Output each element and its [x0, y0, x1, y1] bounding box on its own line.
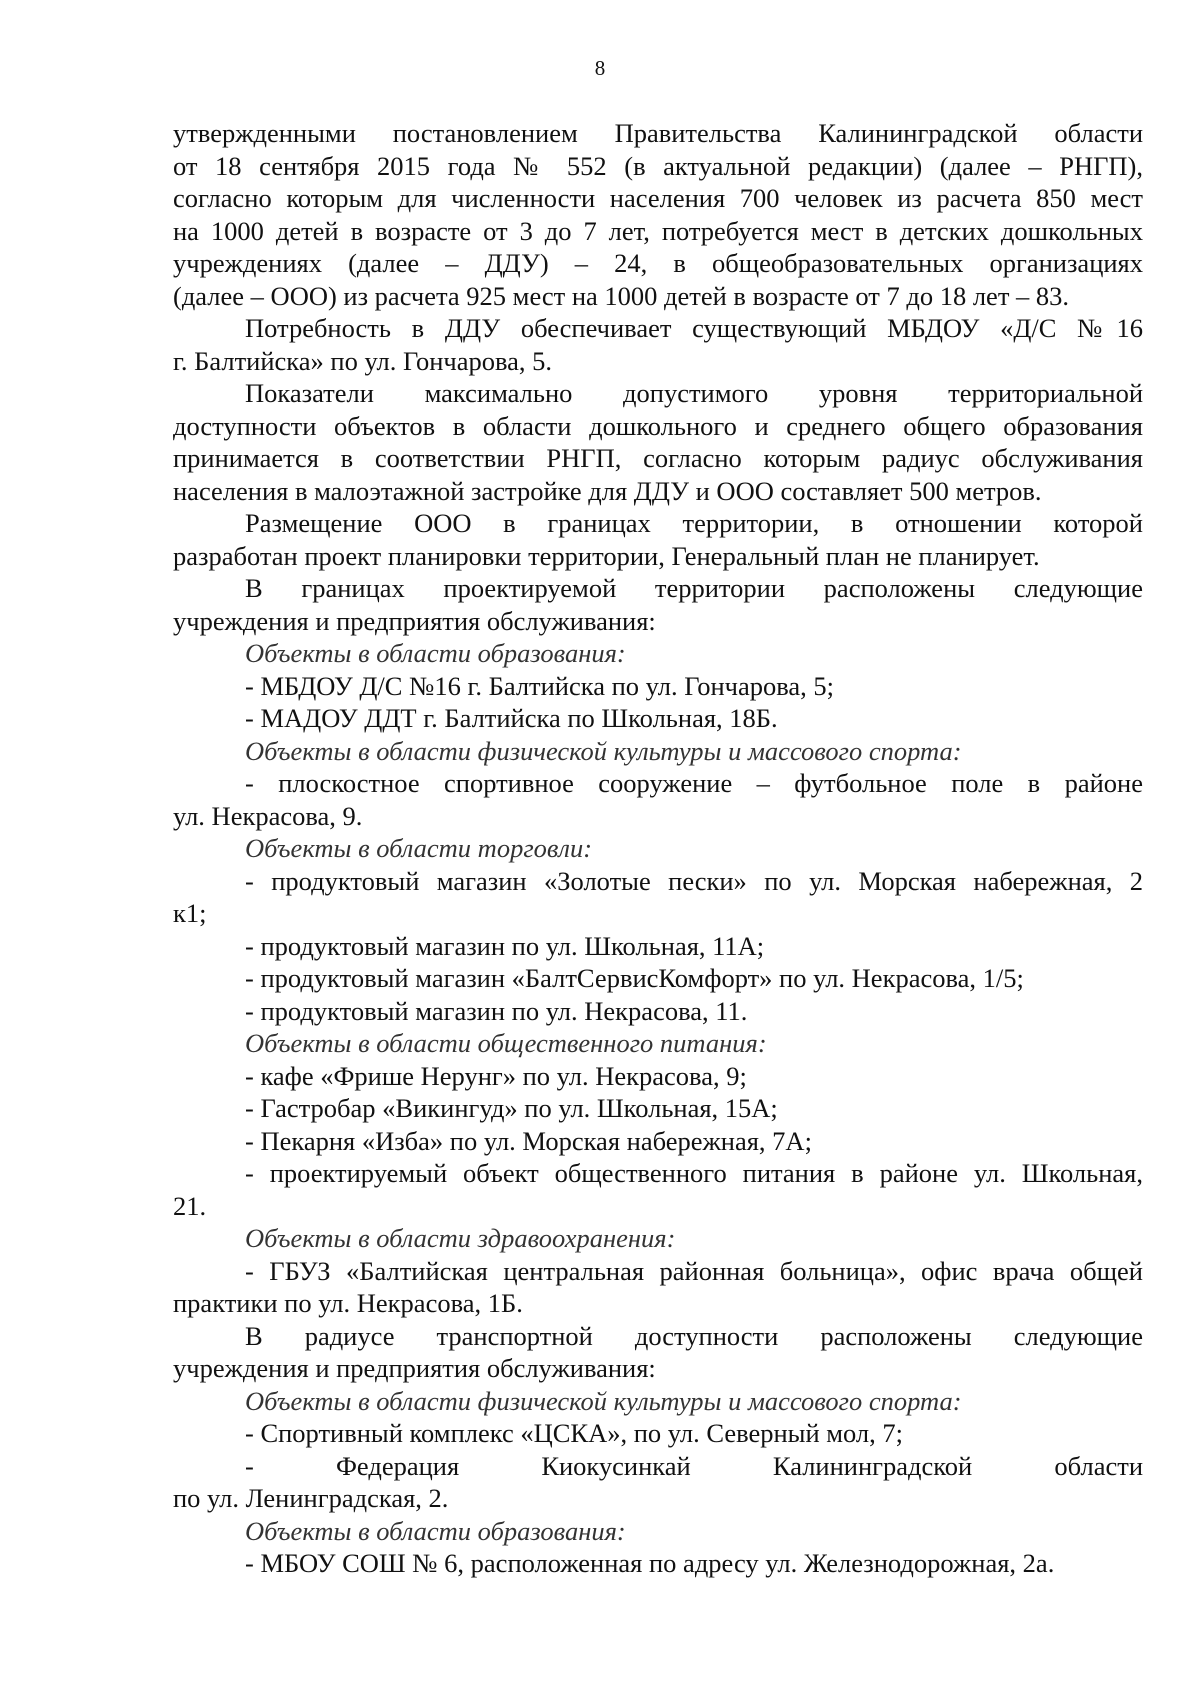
- paragraph-line: разработан проект планировки территории, Генеральный план не планирует.: [173, 540, 1040, 571]
- list-item-line: практики по ул. Некрасова, 1Б.: [173, 1288, 523, 1318]
- paragraph-line: учреждения и предприятия обслуживания:: [173, 1353, 656, 1383]
- paragraph-line: принимается в соответствии РНГП, согласно которым радиус обслуживания: [173, 443, 1143, 473]
- list-item-line: - кафе «Фрише Нерунг» по ул. Некрасова, 9;: [245, 1060, 747, 1091]
- paragraph-line: (далее – ООО) из расчета 925 мест на 1000 детей в возрасте от 7 до 18 лет – 83.: [173, 280, 1070, 311]
- paragraph-line: В радиусе транспортной доступности расположены следующие: [245, 1320, 1143, 1351]
- list-item-line: - МБОУ СОШ № 6, расположенная по адресу ул. Железнодорожная, 2а.: [245, 1548, 1055, 1578]
- paragraph-line: доступности объектов в области дошкольного и среднего общего образования: [173, 410, 1143, 441]
- list-item-line: - плоскостное спортивное сооружение – футбольное поле в районе: [245, 768, 1143, 798]
- section-heading: Объекты в области образования:: [245, 1515, 626, 1546]
- paragraph-line: Показатели максимально допустимого уровня территориальной: [245, 378, 1143, 408]
- section-heading: Объекты в области образования:: [245, 638, 626, 668]
- document-body: [173, 117, 1143, 1580]
- list-item-line: - Гастробар «Викингуд» по ул. Школьная, 15А;: [245, 1093, 778, 1123]
- list-item-line: - Федерация Киокусинкай Калининградской области: [245, 1450, 1143, 1481]
- paragraph-line: утвержденными постановлением Правительства Калининградской области: [173, 118, 1143, 148]
- paragraph-line: согласно которым для численности населения 700 человек из расчета 850 мест: [173, 183, 1143, 213]
- list-item-line: - МБДОУ Д/С №16 г. Балтийска по ул. Гончарова, 5;: [245, 670, 835, 701]
- list-item-line: - ГБУЗ «Балтийская центральная районная больница», офис врача общей: [245, 1255, 1143, 1286]
- list-item-line: - Пекарня «Изба» по ул. Морская набережная, 7А;: [245, 1125, 812, 1156]
- section-heading: Объекты в области торговли:: [245, 833, 593, 863]
- section-heading: Объекты в области физической культуры и массового спорта:: [245, 1385, 962, 1416]
- paragraph-line: на 1000 детей в возрасте от 3 до 7 лет, потребуется мест в детских дошкольных: [173, 215, 1143, 246]
- list-item-line: - продуктовый магазин «БалтСервисКомфорт» по ул. Некрасова, 1/5;: [245, 963, 1024, 993]
- paragraph-line: г. Балтийска» по ул. Гончарова, 5.: [173, 345, 553, 376]
- paragraph-line: учреждениях (далее – ДДУ) – 24, в общеобразовательных организациях: [173, 248, 1143, 278]
- paragraph-line: Размещение ООО в границах территории, в отношении которой: [245, 508, 1143, 538]
- list-item-line: - продуктовый магазин по ул. Некрасова, 11.: [245, 995, 748, 1026]
- paragraph-line: населения в малоэтажной застройке для ДДУ и ООО составляет 500 метров.: [173, 475, 1042, 506]
- section-heading: Объекты в области здравоохранения:: [245, 1223, 676, 1253]
- list-item-line: ул. Некрасова, 9.: [173, 800, 363, 831]
- paragraph-line: от 18 сентября 2015 года № 552 (в актуальной редакции) (далее – РНГП),: [173, 150, 1143, 181]
- list-item-line: - МАДОУ ДДТ г. Балтийска по Школьная, 18Б.: [245, 703, 778, 733]
- list-item-line: по ул. Ленинградская, 2.: [173, 1483, 449, 1513]
- page-number: 8: [594, 56, 606, 80]
- list-item-line: - проектируемый объект общественного питания в районе ул. Школьная,: [245, 1158, 1143, 1188]
- section-heading: Объекты в области общественного питания:: [245, 1028, 767, 1058]
- list-item-line: - Спортивный комплекс «ЦСКА», по ул. Северный мол, 7;: [245, 1418, 904, 1448]
- list-item-line: - продуктовый магазин по ул. Школьная, 11А;: [245, 930, 765, 961]
- paragraph-line: Потребность в ДДУ обеспечивает существующий МБДОУ «Д/С №16: [245, 313, 1143, 343]
- section-heading: Объекты в области физической культуры и массового спорта:: [245, 735, 962, 766]
- paragraph-line: учреждения и предприятия обслуживания:: [173, 605, 656, 636]
- list-item-line: - продуктовый магазин «Золотые пески» по ул. Морская набережная, 2: [245, 865, 1143, 896]
- list-item-line: 21.: [173, 1190, 207, 1221]
- list-item-line: к1;: [173, 898, 207, 928]
- paragraph-line: В границах проектируемой территории расположены следующие: [245, 573, 1143, 603]
